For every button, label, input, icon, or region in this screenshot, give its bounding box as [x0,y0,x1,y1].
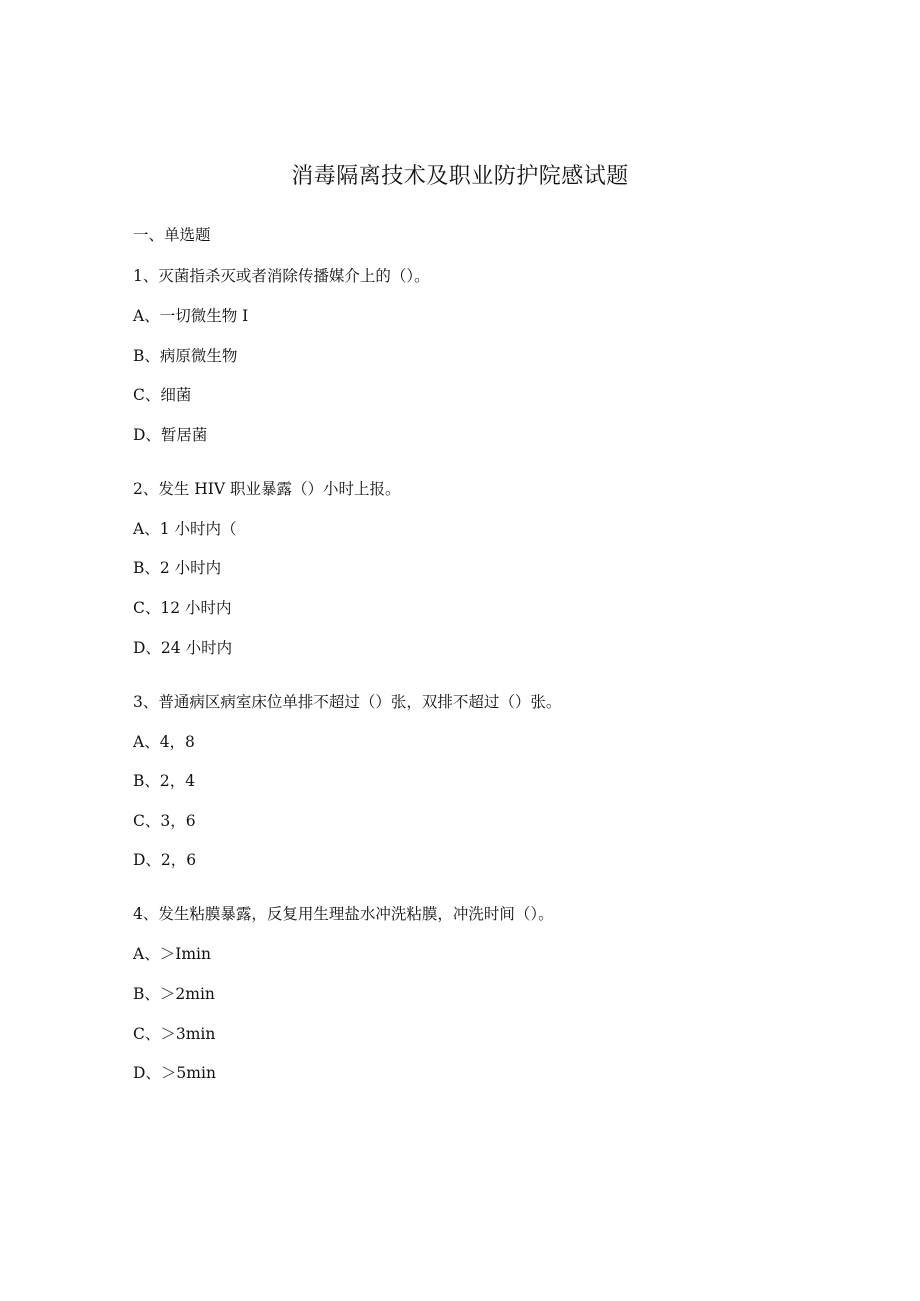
option-a: A、＞Imin [133,945,211,964]
option-d: D、24 小时内 [133,638,233,657]
section-heading: 一、单选题 [133,226,211,244]
question-text: 4、发生粘膜暴露，反复用生理盐水冲洗粘膜，冲洗时间（）。 [133,905,554,924]
option-a: A、1 小时内（ [133,519,237,538]
option-a: A、一切微生物 I [133,307,249,325]
option-c: C、3，6 [133,811,196,830]
question-1 [133,262,853,449]
option-c: C、12 小时内 [133,598,232,617]
option-b: B、2，4 [133,772,196,791]
document-title: 消毒隔离技术及职业防护院感试题 [291,164,629,189]
option-d: D、2，6 [133,851,197,870]
option-b: B、病原微生物 [133,346,238,365]
question-text: 1、灭菌指杀灭或者消除传播媒介上的（）。 [133,267,430,285]
document-content [133,221,853,1113]
option-b: B、＞2min [133,984,215,1003]
option-c: C、＞3min [133,1024,216,1043]
option-d: D、暂居菌 [133,425,208,444]
option-d: D、＞5min [133,1064,216,1083]
question-text: 3、普通病区病室床位单排不超过（）张，双排不超过（）张。 [133,692,562,711]
question-3 [133,688,853,875]
option-c: C、细菌 [133,386,192,405]
question-2 [133,475,853,662]
question-text: 2、发生 HIV 职业暴露（）小时上报。 [133,479,401,498]
option-a: A、4，8 [133,732,195,751]
option-b: B、2 小时内 [133,559,222,578]
question-4 [133,900,853,1087]
